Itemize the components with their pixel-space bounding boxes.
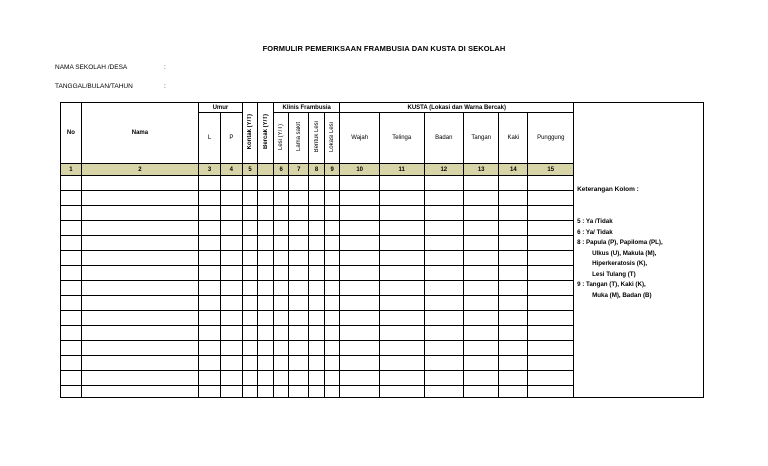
header-lesi: Lesi (Y/T) bbox=[273, 113, 289, 164]
table-cell[interactable] bbox=[258, 176, 274, 191]
table-cell[interactable] bbox=[309, 281, 325, 296]
column-number-cell: 10 bbox=[340, 164, 379, 176]
table-cell[interactable] bbox=[199, 386, 221, 398]
table-cell[interactable] bbox=[379, 311, 424, 326]
column-number-cell: 1 bbox=[61, 164, 82, 176]
table-cell[interactable] bbox=[289, 281, 309, 296]
table-cell[interactable] bbox=[499, 236, 528, 251]
table-cell[interactable] bbox=[61, 281, 82, 296]
keterangan-item-continuation: Ulkus (U), Makula (M), bbox=[592, 249, 657, 257]
table-cell[interactable] bbox=[309, 266, 325, 281]
table-cell[interactable] bbox=[528, 371, 574, 386]
table-cell[interactable] bbox=[199, 296, 221, 311]
table-cell[interactable] bbox=[499, 176, 528, 191]
table-cell[interactable] bbox=[528, 176, 574, 191]
table-cell[interactable] bbox=[324, 221, 340, 236]
date-field bbox=[55, 83, 166, 90]
table-cell[interactable] bbox=[499, 221, 528, 236]
table-cell[interactable] bbox=[324, 236, 340, 251]
keterangan-list bbox=[577, 217, 703, 301]
table-cell[interactable] bbox=[273, 266, 289, 281]
column-number-cell: 7 bbox=[289, 164, 309, 176]
table-cell[interactable] bbox=[81, 296, 198, 311]
table-cell[interactable] bbox=[464, 251, 499, 266]
table-cell[interactable] bbox=[273, 176, 289, 191]
table-cell[interactable] bbox=[199, 221, 221, 236]
table-cell[interactable] bbox=[81, 311, 198, 326]
table-cell[interactable] bbox=[61, 251, 82, 266]
table-cell[interactable] bbox=[220, 221, 242, 236]
table-cell[interactable] bbox=[199, 281, 221, 296]
header-badan: Badan bbox=[424, 113, 463, 164]
table-cell[interactable] bbox=[309, 356, 325, 371]
table-cell[interactable] bbox=[199, 191, 221, 206]
table-cell[interactable] bbox=[242, 386, 258, 398]
table-cell[interactable] bbox=[324, 191, 340, 206]
table-cell[interactable] bbox=[220, 386, 242, 398]
table-cell[interactable] bbox=[379, 191, 424, 206]
table-cell[interactable] bbox=[81, 221, 198, 236]
table-cell[interactable] bbox=[273, 281, 289, 296]
table-cell[interactable] bbox=[309, 221, 325, 236]
table-cell[interactable] bbox=[289, 176, 309, 191]
table-cell[interactable] bbox=[220, 281, 242, 296]
table-cell[interactable] bbox=[242, 371, 258, 386]
table-cell[interactable] bbox=[242, 176, 258, 191]
table-cell[interactable] bbox=[499, 191, 528, 206]
table-cell[interactable] bbox=[81, 191, 198, 206]
table-cell[interactable] bbox=[464, 176, 499, 191]
table-cell[interactable] bbox=[424, 281, 463, 296]
table-cell[interactable] bbox=[424, 356, 463, 371]
table-cell[interactable] bbox=[324, 251, 340, 266]
table-cell[interactable] bbox=[61, 341, 82, 356]
table-cell[interactable] bbox=[309, 371, 325, 386]
header-lokasi-lesi: Lokasi Lesi bbox=[324, 113, 340, 164]
table-cell[interactable] bbox=[273, 341, 289, 356]
school-name-field bbox=[55, 64, 166, 71]
table-cell[interactable] bbox=[499, 296, 528, 311]
table-cell[interactable] bbox=[258, 356, 274, 371]
table-cell[interactable] bbox=[340, 281, 379, 296]
table-cell[interactable] bbox=[340, 386, 379, 398]
table-cell[interactable] bbox=[379, 206, 424, 221]
table-cell[interactable] bbox=[379, 356, 424, 371]
column-number-cell: 3 bbox=[199, 164, 221, 176]
header-l: L bbox=[199, 113, 221, 164]
table-cell[interactable] bbox=[464, 386, 499, 398]
table-cell[interactable] bbox=[220, 266, 242, 281]
table-cell[interactable] bbox=[81, 356, 198, 371]
table-cell[interactable] bbox=[528, 191, 574, 206]
table-cell[interactable] bbox=[199, 326, 221, 341]
table-cell[interactable] bbox=[324, 296, 340, 311]
table-cell[interactable] bbox=[61, 371, 82, 386]
table-cell[interactable] bbox=[340, 176, 379, 191]
date-label: TANGGAL/BULAN/TAHUN bbox=[55, 83, 133, 90]
table-cell[interactable] bbox=[81, 326, 198, 341]
table-cell[interactable] bbox=[289, 341, 309, 356]
column-number-cell: 14 bbox=[499, 164, 528, 176]
table-cell[interactable] bbox=[340, 326, 379, 341]
table-cell[interactable] bbox=[424, 266, 463, 281]
keterangan-title: Keterangan Kolom : bbox=[577, 186, 639, 193]
table-cell[interactable] bbox=[273, 326, 289, 341]
table-cell[interactable] bbox=[464, 356, 499, 371]
table-cell[interactable] bbox=[61, 356, 82, 371]
table-cell[interactable] bbox=[424, 251, 463, 266]
table-cell[interactable] bbox=[199, 311, 221, 326]
table-cell[interactable] bbox=[464, 326, 499, 341]
table-cell[interactable] bbox=[220, 176, 242, 191]
table-cell[interactable] bbox=[61, 236, 82, 251]
table-cell[interactable] bbox=[499, 311, 528, 326]
table-cell[interactable] bbox=[464, 221, 499, 236]
table-cell[interactable] bbox=[324, 356, 340, 371]
header-lama-sakit: Lama sakit bbox=[289, 113, 309, 164]
table-cell[interactable] bbox=[289, 251, 309, 266]
table-cell[interactable] bbox=[199, 356, 221, 371]
table-cell[interactable] bbox=[258, 191, 274, 206]
table-cell[interactable] bbox=[61, 386, 82, 398]
table-cell[interactable] bbox=[340, 251, 379, 266]
date-separator: : bbox=[164, 83, 166, 90]
school-name-separator: : bbox=[164, 64, 166, 71]
table-cell[interactable] bbox=[309, 341, 325, 356]
table-cell[interactable] bbox=[324, 176, 340, 191]
table-cell[interactable] bbox=[424, 326, 463, 341]
header-kontak: Kontak (Y/T) bbox=[242, 103, 258, 164]
table-cell[interactable] bbox=[528, 251, 574, 266]
table-cell[interactable] bbox=[258, 296, 274, 311]
table-cell[interactable] bbox=[464, 281, 499, 296]
table-cell[interactable] bbox=[81, 266, 198, 281]
table-cell[interactable] bbox=[273, 251, 289, 266]
column-number-cell: 2 bbox=[81, 164, 198, 176]
table-cell[interactable] bbox=[242, 206, 258, 221]
table-cell[interactable] bbox=[379, 386, 424, 398]
table-cell[interactable] bbox=[273, 191, 289, 206]
group-umur: Umur bbox=[199, 103, 243, 113]
table-cell[interactable] bbox=[424, 296, 463, 311]
header-tangan: Tangan bbox=[464, 113, 499, 164]
table-cell[interactable] bbox=[499, 341, 528, 356]
table-cell[interactable] bbox=[499, 206, 528, 221]
table-cell[interactable] bbox=[340, 236, 379, 251]
table-cell[interactable] bbox=[289, 236, 309, 251]
table-cell[interactable] bbox=[242, 356, 258, 371]
keterangan-item: 8 : Papula (P), Papiloma (PL), bbox=[577, 239, 663, 246]
table-cell[interactable] bbox=[258, 236, 274, 251]
school-name-label: NAMA SEKOLAH /DESA bbox=[55, 64, 128, 71]
table-cell[interactable] bbox=[61, 206, 82, 221]
table-cell[interactable] bbox=[220, 311, 242, 326]
table-cell[interactable] bbox=[309, 326, 325, 341]
table-cell[interactable] bbox=[528, 386, 574, 398]
table-cell[interactable] bbox=[424, 371, 463, 386]
table-cell[interactable] bbox=[528, 296, 574, 311]
table-cell[interactable] bbox=[424, 341, 463, 356]
table-cell[interactable] bbox=[340, 356, 379, 371]
table-cell[interactable] bbox=[220, 206, 242, 221]
table-cell[interactable] bbox=[324, 311, 340, 326]
table-cell[interactable] bbox=[379, 341, 424, 356]
table-cell[interactable] bbox=[464, 236, 499, 251]
column-number-cell: 15 bbox=[528, 164, 574, 176]
table-cell[interactable] bbox=[340, 206, 379, 221]
table-cell[interactable] bbox=[324, 371, 340, 386]
table-cell[interactable] bbox=[499, 356, 528, 371]
table-cell[interactable] bbox=[199, 371, 221, 386]
column-number-cell: 4 bbox=[220, 164, 242, 176]
table-cell[interactable] bbox=[273, 371, 289, 386]
table-cell[interactable] bbox=[340, 341, 379, 356]
table-cell[interactable] bbox=[242, 221, 258, 236]
table-cell[interactable] bbox=[258, 251, 274, 266]
table-cell[interactable] bbox=[464, 191, 499, 206]
table-cell[interactable] bbox=[324, 386, 340, 398]
table-cell[interactable] bbox=[499, 386, 528, 398]
table-cell[interactable] bbox=[273, 221, 289, 236]
column-number-cell: 6 bbox=[273, 164, 289, 176]
column-number-cell: 8 bbox=[309, 164, 325, 176]
table-cell[interactable] bbox=[379, 326, 424, 341]
table-cell[interactable] bbox=[379, 281, 424, 296]
table-cell[interactable] bbox=[273, 386, 289, 398]
table-cell[interactable] bbox=[258, 206, 274, 221]
header-nama: Nama bbox=[81, 103, 198, 164]
table-cell[interactable] bbox=[464, 371, 499, 386]
table-cell[interactable] bbox=[379, 266, 424, 281]
keterangan-item-continuation: Lesi Tulang (T) bbox=[592, 270, 636, 278]
header-bercak: Bercak (Y/T) bbox=[258, 103, 274, 164]
table-cell[interactable] bbox=[61, 176, 82, 191]
table-cell[interactable] bbox=[499, 326, 528, 341]
table-cell[interactable] bbox=[81, 206, 198, 221]
table-cell[interactable] bbox=[464, 311, 499, 326]
table-cell[interactable] bbox=[424, 206, 463, 221]
table-cell[interactable] bbox=[309, 236, 325, 251]
table-cell[interactable] bbox=[309, 311, 325, 326]
table-cell[interactable] bbox=[289, 206, 309, 221]
header-wajah: Wajah bbox=[340, 113, 379, 164]
table-cell[interactable] bbox=[499, 371, 528, 386]
table-cell[interactable] bbox=[464, 296, 499, 311]
table-cell[interactable] bbox=[81, 236, 198, 251]
table-cell[interactable] bbox=[273, 236, 289, 251]
table-cell[interactable] bbox=[242, 236, 258, 251]
table-cell[interactable] bbox=[340, 311, 379, 326]
table-cell[interactable] bbox=[289, 296, 309, 311]
table-cell[interactable] bbox=[61, 221, 82, 236]
keterangan-item-continuation: Hiperkeratosis (K), bbox=[592, 260, 648, 267]
table-cell[interactable] bbox=[220, 296, 242, 311]
table-cell[interactable] bbox=[340, 296, 379, 311]
table-cell[interactable] bbox=[81, 386, 198, 398]
column-number-cell bbox=[258, 164, 274, 176]
table-cell[interactable] bbox=[81, 251, 198, 266]
table-cell[interactable] bbox=[81, 281, 198, 296]
table-cell[interactable] bbox=[289, 386, 309, 398]
table-cell[interactable] bbox=[464, 206, 499, 221]
table-cell[interactable] bbox=[81, 176, 198, 191]
keterangan-item: 5 : Ya /Tidak bbox=[577, 218, 613, 225]
table-cell[interactable] bbox=[273, 311, 289, 326]
table-cell[interactable] bbox=[528, 326, 574, 341]
table-cell[interactable] bbox=[289, 326, 309, 341]
table-cell[interactable] bbox=[220, 251, 242, 266]
table-cell[interactable] bbox=[324, 341, 340, 356]
table-cell[interactable] bbox=[242, 191, 258, 206]
table-cell[interactable] bbox=[199, 266, 221, 281]
table-cell[interactable] bbox=[258, 221, 274, 236]
table-cell[interactable] bbox=[61, 191, 82, 206]
keterangan-item: 6 : Ya/ Tidak bbox=[577, 228, 613, 236]
table-cell[interactable] bbox=[199, 236, 221, 251]
table-cell[interactable] bbox=[258, 266, 274, 281]
table-cell[interactable] bbox=[258, 386, 274, 398]
table-cell[interactable] bbox=[528, 236, 574, 251]
table-cell[interactable] bbox=[424, 311, 463, 326]
table-cell[interactable] bbox=[220, 371, 242, 386]
table-cell[interactable] bbox=[273, 206, 289, 221]
table-cell[interactable] bbox=[61, 266, 82, 281]
table-cell[interactable] bbox=[199, 176, 221, 191]
table-cell[interactable] bbox=[289, 191, 309, 206]
table-cell[interactable] bbox=[340, 221, 379, 236]
table-cell[interactable] bbox=[242, 266, 258, 281]
table-cell[interactable] bbox=[379, 236, 424, 251]
table-cell[interactable] bbox=[273, 296, 289, 311]
table-cell[interactable] bbox=[499, 266, 528, 281]
table-cell[interactable] bbox=[340, 371, 379, 386]
column-number-cell: 11 bbox=[379, 164, 424, 176]
table-cell[interactable] bbox=[242, 326, 258, 341]
table-cell[interactable] bbox=[220, 341, 242, 356]
table-cell[interactable] bbox=[199, 341, 221, 356]
table-cell[interactable] bbox=[528, 206, 574, 221]
table-cell[interactable] bbox=[424, 191, 463, 206]
examination-table bbox=[60, 102, 704, 398]
table-cell[interactable] bbox=[340, 191, 379, 206]
group-klinis-frambusia: Klinis Frambusia bbox=[273, 103, 340, 113]
table-cell[interactable] bbox=[273, 356, 289, 371]
table-cell[interactable] bbox=[464, 341, 499, 356]
table-cell[interactable] bbox=[242, 251, 258, 266]
table-cell[interactable] bbox=[258, 326, 274, 341]
table-cell[interactable] bbox=[528, 341, 574, 356]
header-p: P bbox=[220, 113, 242, 164]
table-cell[interactable] bbox=[289, 371, 309, 386]
table-cell[interactable] bbox=[61, 311, 82, 326]
table-cell[interactable] bbox=[424, 386, 463, 398]
header-bentuk-lesi: Bentuk Lesi bbox=[309, 113, 325, 164]
table-cell[interactable] bbox=[528, 356, 574, 371]
table-cell[interactable] bbox=[324, 266, 340, 281]
table-cell[interactable] bbox=[528, 221, 574, 236]
table-cell[interactable] bbox=[324, 206, 340, 221]
table-cell[interactable] bbox=[309, 176, 325, 191]
table-cell[interactable] bbox=[61, 296, 82, 311]
keterangan-panel bbox=[574, 103, 704, 398]
table-cell[interactable] bbox=[199, 251, 221, 266]
table-cell[interactable] bbox=[309, 251, 325, 266]
table-cell[interactable] bbox=[528, 266, 574, 281]
table-cell[interactable] bbox=[258, 371, 274, 386]
table-cell[interactable] bbox=[464, 266, 499, 281]
table-cell[interactable] bbox=[379, 371, 424, 386]
table-cell[interactable] bbox=[220, 326, 242, 341]
table-cell[interactable] bbox=[220, 356, 242, 371]
table-cell[interactable] bbox=[81, 341, 198, 356]
table-cell[interactable] bbox=[324, 281, 340, 296]
table-cell[interactable] bbox=[258, 311, 274, 326]
table-cell[interactable] bbox=[379, 296, 424, 311]
table-cell[interactable] bbox=[309, 386, 325, 398]
table-cell[interactable] bbox=[289, 266, 309, 281]
table-cell[interactable] bbox=[424, 221, 463, 236]
header-punggung: Punggung bbox=[528, 113, 574, 164]
column-number-cell: 9 bbox=[324, 164, 340, 176]
table-cell[interactable] bbox=[242, 341, 258, 356]
table-cell[interactable] bbox=[324, 326, 340, 341]
table-cell[interactable] bbox=[258, 281, 274, 296]
form-title: FORMULIR PEMERIKSAAN FRAMBUSIA DAN KUSTA DI SEKOLAH bbox=[262, 44, 506, 53]
header-telinga: Telinga bbox=[379, 113, 424, 164]
table-cell[interactable] bbox=[424, 176, 463, 191]
table-cell[interactable] bbox=[379, 176, 424, 191]
table-cell[interactable] bbox=[220, 236, 242, 251]
table-cell[interactable] bbox=[379, 221, 424, 236]
column-number-cell: 13 bbox=[464, 164, 499, 176]
table-cell[interactable] bbox=[289, 311, 309, 326]
table-cell[interactable] bbox=[258, 341, 274, 356]
table-cell[interactable] bbox=[242, 296, 258, 311]
table-cell[interactable] bbox=[61, 326, 82, 341]
table-cell[interactable] bbox=[528, 281, 574, 296]
table-cell[interactable] bbox=[424, 236, 463, 251]
keterangan-item-continuation: Muka (M), Badan (B) bbox=[592, 291, 652, 299]
group-kusta: KUSTA (Lokasi dan Warna Bercak) bbox=[340, 103, 574, 113]
keterangan-item: 9 : Tangan (T), Kaki (K), bbox=[577, 281, 646, 288]
table-cell[interactable] bbox=[199, 206, 221, 221]
table-cell[interactable] bbox=[309, 191, 325, 206]
column-number-cell: 5 bbox=[242, 164, 258, 176]
table-cell[interactable] bbox=[499, 251, 528, 266]
column-number-cell: 12 bbox=[424, 164, 463, 176]
table-cell[interactable] bbox=[309, 296, 325, 311]
header-kaki: Kaki bbox=[499, 113, 528, 164]
table-cell[interactable] bbox=[309, 206, 325, 221]
table-cell[interactable] bbox=[242, 311, 258, 326]
table-cell[interactable] bbox=[220, 191, 242, 206]
table-cell[interactable] bbox=[379, 251, 424, 266]
table-cell[interactable] bbox=[499, 281, 528, 296]
table-cell[interactable] bbox=[242, 281, 258, 296]
table-cell[interactable] bbox=[340, 266, 379, 281]
table-cell[interactable] bbox=[528, 311, 574, 326]
table-cell[interactable] bbox=[289, 221, 309, 236]
table-cell[interactable] bbox=[81, 371, 198, 386]
table-cell[interactable] bbox=[289, 356, 309, 371]
header-no: No bbox=[61, 103, 82, 164]
